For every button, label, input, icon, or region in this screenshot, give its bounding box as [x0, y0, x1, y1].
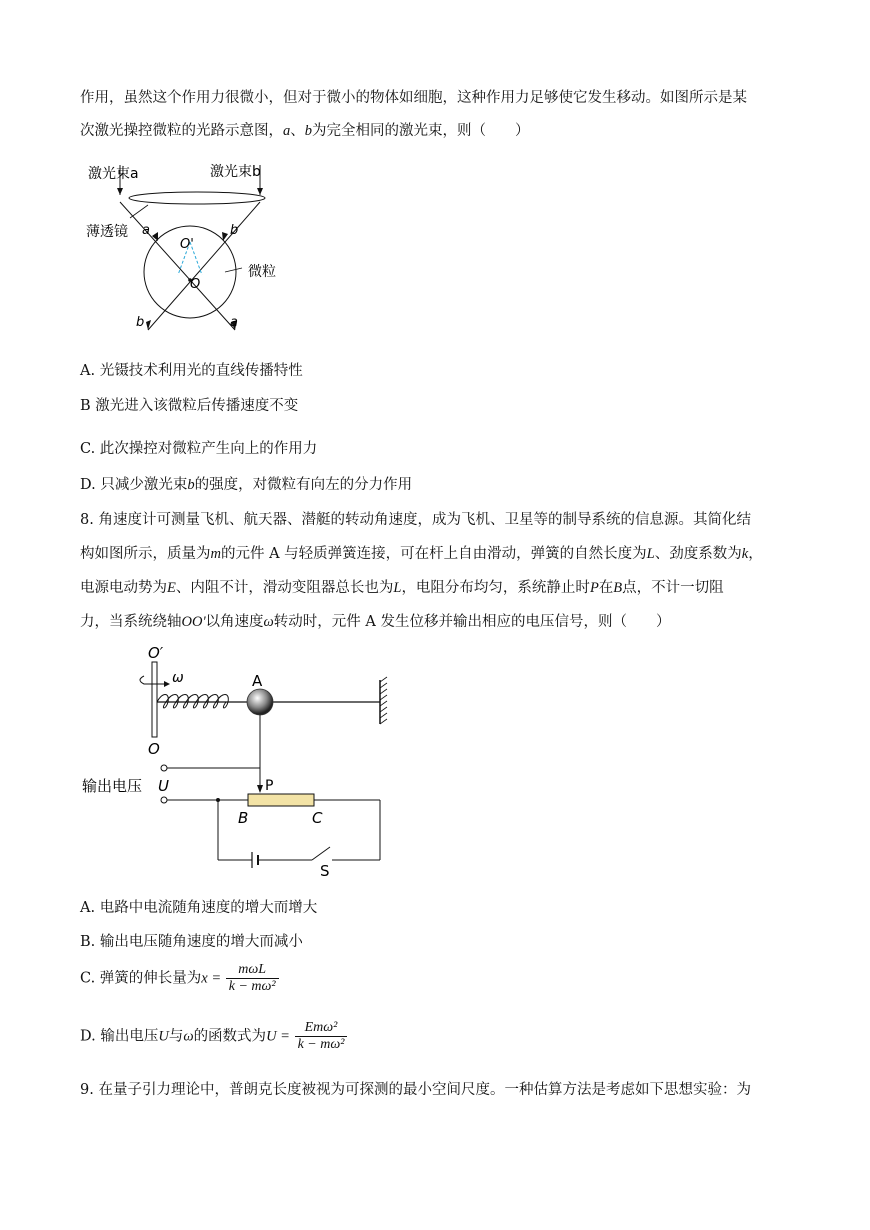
- label-p: P: [265, 778, 274, 794]
- beam-a: [120, 202, 235, 330]
- q7-option-d-text: D. 只减少激光束: [80, 477, 188, 493]
- q7-stem-line1: 作用，虽然这个作用力很微小，但对于微小的物体如细胞，这种作用力足够使它发生移动。如图所示是某: [80, 90, 747, 106]
- q8-stem-line2: [80, 544, 763, 564]
- t: 与: [168, 1028, 184, 1045]
- label-u: U: [158, 777, 169, 795]
- var-l: L: [393, 580, 402, 596]
- formula-fraction-d: [295, 1020, 348, 1053]
- q7-option-d: [80, 475, 412, 495]
- element-a-ball: [247, 689, 273, 715]
- var-omega: ω: [183, 1028, 194, 1045]
- var-oo: OO': [181, 614, 206, 630]
- t: 的元件 A 与轻质弹簧连接，可在杆上自由滑动，弹簧的自然长度为: [220, 546, 647, 562]
- q7-stem-line2: [80, 121, 530, 141]
- q8-option-d: [80, 1020, 347, 1053]
- q7-stem-text: 次激光操控微粒的光路示意图，: [80, 123, 283, 139]
- var-omega: ω: [263, 614, 274, 630]
- t: ，: [748, 546, 763, 562]
- label-output: 输出电压: [82, 777, 143, 795]
- q9-stem-line1: 9. 在量子引力理论中，普朗克长度被视为可探测的最小空间尺度。一种估算方法是考虑如下思想实验：为: [80, 1082, 751, 1098]
- label-a-lower: a: [230, 315, 238, 330]
- q8-option-d-text: D. 输出电压: [80, 1028, 159, 1045]
- label-o: O: [190, 277, 201, 292]
- var-p: P: [589, 580, 599, 596]
- switch-s: [312, 847, 330, 860]
- fraction-numerator: Emω²: [295, 1020, 348, 1037]
- t: 点，不计一切阻: [622, 580, 724, 596]
- t: 、内阻不计，滑动变阻器总长也为: [175, 580, 394, 596]
- var-b-point: B: [613, 580, 623, 596]
- t: ，电阻分布均匀，系统静止时: [401, 580, 590, 596]
- var-m: m: [210, 546, 221, 562]
- thin-lens: [129, 192, 265, 204]
- q7-option-d-tail: 的强度，对微粒有向左的分力作用: [194, 477, 413, 493]
- formula-fraction-c: [226, 962, 279, 995]
- fraction-denominator: k − mω²: [297, 1037, 345, 1052]
- q8-stem-line4: [80, 612, 670, 632]
- q8-option-c-text: C. 弹簧的伸长量为: [80, 970, 202, 987]
- rheostat: [248, 794, 314, 806]
- var-b: b: [187, 477, 195, 493]
- fraction-numerator: mωL: [226, 962, 279, 979]
- label-o-prime: O′: [148, 644, 164, 662]
- formula-lhs: x =: [201, 970, 222, 987]
- t: 、劲度系数为: [654, 546, 742, 562]
- q8-stem-line1: 8. 角速度计可测量飞机、航天器、潜艇的转动角速度，成为飞机、卫星等的制导系统的信息源。其简化结: [80, 512, 751, 528]
- label-b-upper: b: [230, 223, 239, 238]
- var-l: L: [646, 546, 655, 562]
- q7-stem-tail: 为完全相同的激光束，则（ ）: [312, 123, 530, 139]
- axis-rod: [152, 662, 157, 737]
- t: 以角速度: [205, 614, 264, 630]
- t: 转动时，元件 A 发生位移并输出相应的电压信号，则（ ）: [273, 614, 671, 630]
- t: 的函数式为: [193, 1028, 267, 1045]
- var-u: U: [158, 1028, 169, 1045]
- t: 在: [598, 580, 614, 596]
- label-c: C: [312, 809, 323, 827]
- label-beam-a: 激光束a: [88, 166, 139, 182]
- var-a: a: [283, 123, 291, 139]
- var-e: E: [167, 580, 176, 596]
- label-lens: 薄透镜: [86, 224, 128, 240]
- label-beam-b: 激光束b: [210, 164, 261, 180]
- label-a-upper: a: [142, 223, 150, 238]
- q8-option-b: B. 输出电压随角速度的增大而减小: [80, 934, 303, 950]
- label-o-prime: O': [180, 237, 194, 252]
- q8-figure-circuit: [80, 640, 410, 880]
- label-omega: ω: [172, 670, 184, 686]
- q7-figure-laser: [80, 150, 300, 340]
- label-b: B: [238, 809, 249, 827]
- var-k: k: [741, 546, 749, 562]
- t: 电源电动势为: [80, 580, 167, 596]
- q7-option-c: C. 此次操控对微粒产生向上的作用力: [80, 441, 318, 457]
- t: 构如图所示，质量为: [80, 546, 211, 562]
- formula-lhs: U =: [266, 1028, 290, 1045]
- label-s: S: [320, 862, 330, 880]
- q8-option-c: [80, 962, 279, 995]
- label-a: A: [252, 672, 263, 690]
- q8-option-a: A. 电路中电流随角速度的增大而增大: [80, 900, 318, 916]
- q7-option-b: B 激光进入该微粒后传播速度不变: [80, 398, 299, 414]
- label-b-lower: b: [136, 315, 145, 330]
- label-particle: 微粒: [248, 264, 276, 280]
- q7-option-a: A. 光镊技术利用光的直线传播特性: [80, 363, 303, 379]
- spring: [157, 695, 248, 709]
- t: 力，当系统绕轴: [80, 614, 182, 630]
- separator: 、: [290, 123, 305, 139]
- fraction-denominator: k − mω²: [228, 979, 276, 994]
- q8-stem-line3: [80, 578, 724, 598]
- var-b: b: [304, 123, 312, 139]
- label-o: O: [148, 740, 160, 758]
